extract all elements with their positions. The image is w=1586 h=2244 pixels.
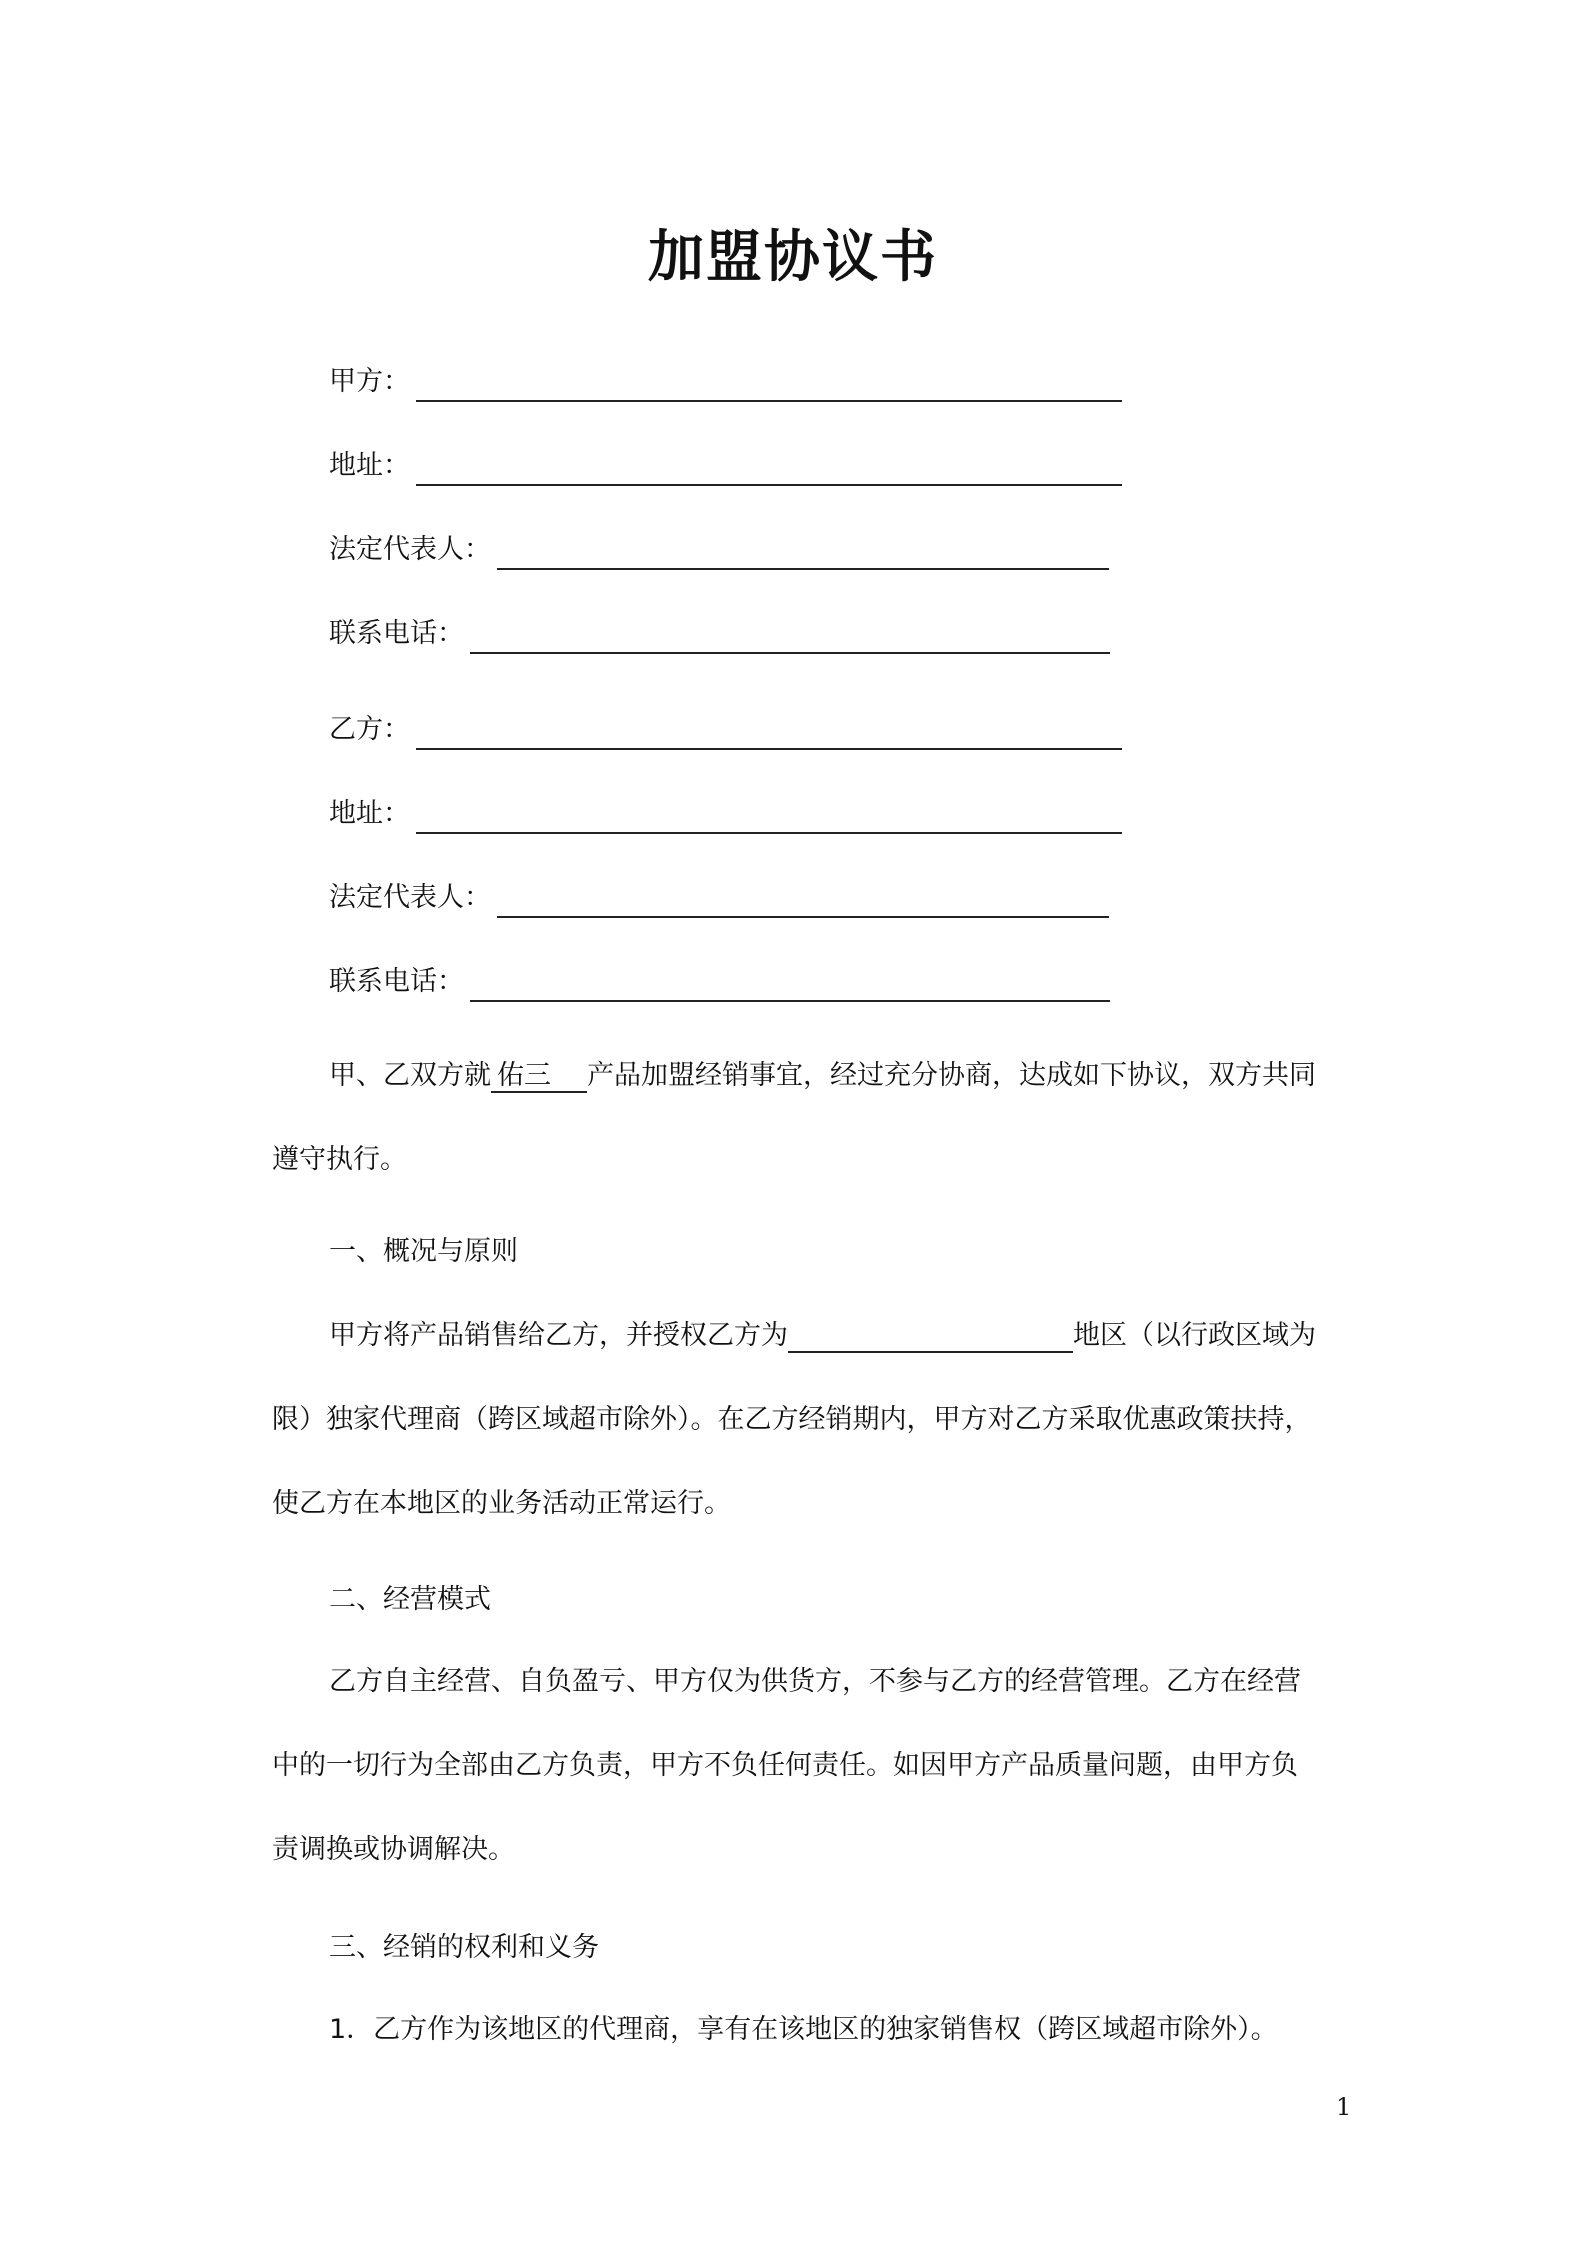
party-b-phone-label: 联系电话： (329, 966, 464, 997)
page-number: 1 (1336, 2093, 1352, 2121)
party-a-rep-field (329, 530, 1109, 570)
document-title: 加盟协议书 (648, 225, 938, 290)
party-a-address-field (329, 446, 1122, 486)
party-b-phone-field (329, 962, 1110, 1002)
section-2-paragraph: 乙方自主经营、自负盈亏、甲方仅为供货方，不参与乙方的经营管理。乙方在经营中的一切行为全部由乙方负责，甲方不负任何责任。如因甲方产品质量问题，由甲方负责调换或协调解决。 (272, 1666, 1301, 1865)
party-b-rep-label: 法定代表人： (329, 882, 491, 913)
party-a-name-field (329, 362, 1122, 402)
party-b-name-blank[interactable] (416, 722, 1122, 750)
section-2-heading: 二、经营模式 (329, 1584, 491, 1615)
section-1-heading: 一、概况与原则 (329, 1236, 518, 1267)
party-b-address-label: 地址： (329, 798, 410, 829)
party-a-name-blank[interactable] (416, 374, 1122, 402)
section-1-text-after: 地区（以行政区域为限）独家代理商（跨区域超市除外）。在乙方经销期内，甲方对乙方采取优惠政策扶持，使乙方在本地区的业务活动正常运行。 (272, 1320, 1316, 1519)
party-a-phone-field (329, 614, 1110, 654)
section-3-item-1: 1．乙方作为该地区的代理商，享有在该地区的独家销售权（跨区域超市除外）。 (329, 2014, 1278, 2045)
party-a-name-label: 甲方： (329, 366, 410, 397)
party-b-name-field (329, 710, 1122, 750)
section-1-text-before: 甲方将产品销售给乙方，并授权乙方为 (329, 1320, 788, 1351)
party-b-address-field (329, 794, 1122, 834)
party-b-phone-blank[interactable] (470, 974, 1110, 1002)
party-a-rep-label: 法定代表人： (329, 534, 491, 565)
intro-paragraph (272, 1034, 1324, 1202)
party-a-address-label: 地址： (329, 450, 410, 481)
intro-product-name: 佑三 (491, 1061, 587, 1093)
party-a-address-blank[interactable] (416, 458, 1122, 486)
party-a-rep-blank[interactable] (497, 542, 1109, 570)
section-1-paragraph (272, 1294, 1324, 1546)
region-blank[interactable] (788, 1321, 1073, 1353)
party-b-address-blank[interactable] (416, 806, 1122, 834)
section-3-heading: 三、经销的权利和义务 (329, 1932, 599, 1963)
intro-text-after: 产品加盟经销事宜，经过充分协商，达成如下协议，双方共同遵守执行。 (272, 1060, 1316, 1175)
party-a-phone-label: 联系电话： (329, 618, 464, 649)
party-b-name-label: 乙方： (329, 714, 410, 745)
party-a-phone-blank[interactable] (470, 626, 1110, 654)
party-b-rep-blank[interactable] (497, 890, 1109, 918)
party-b-rep-field (329, 878, 1109, 918)
intro-text-before: 甲、乙双方就 (329, 1060, 491, 1091)
